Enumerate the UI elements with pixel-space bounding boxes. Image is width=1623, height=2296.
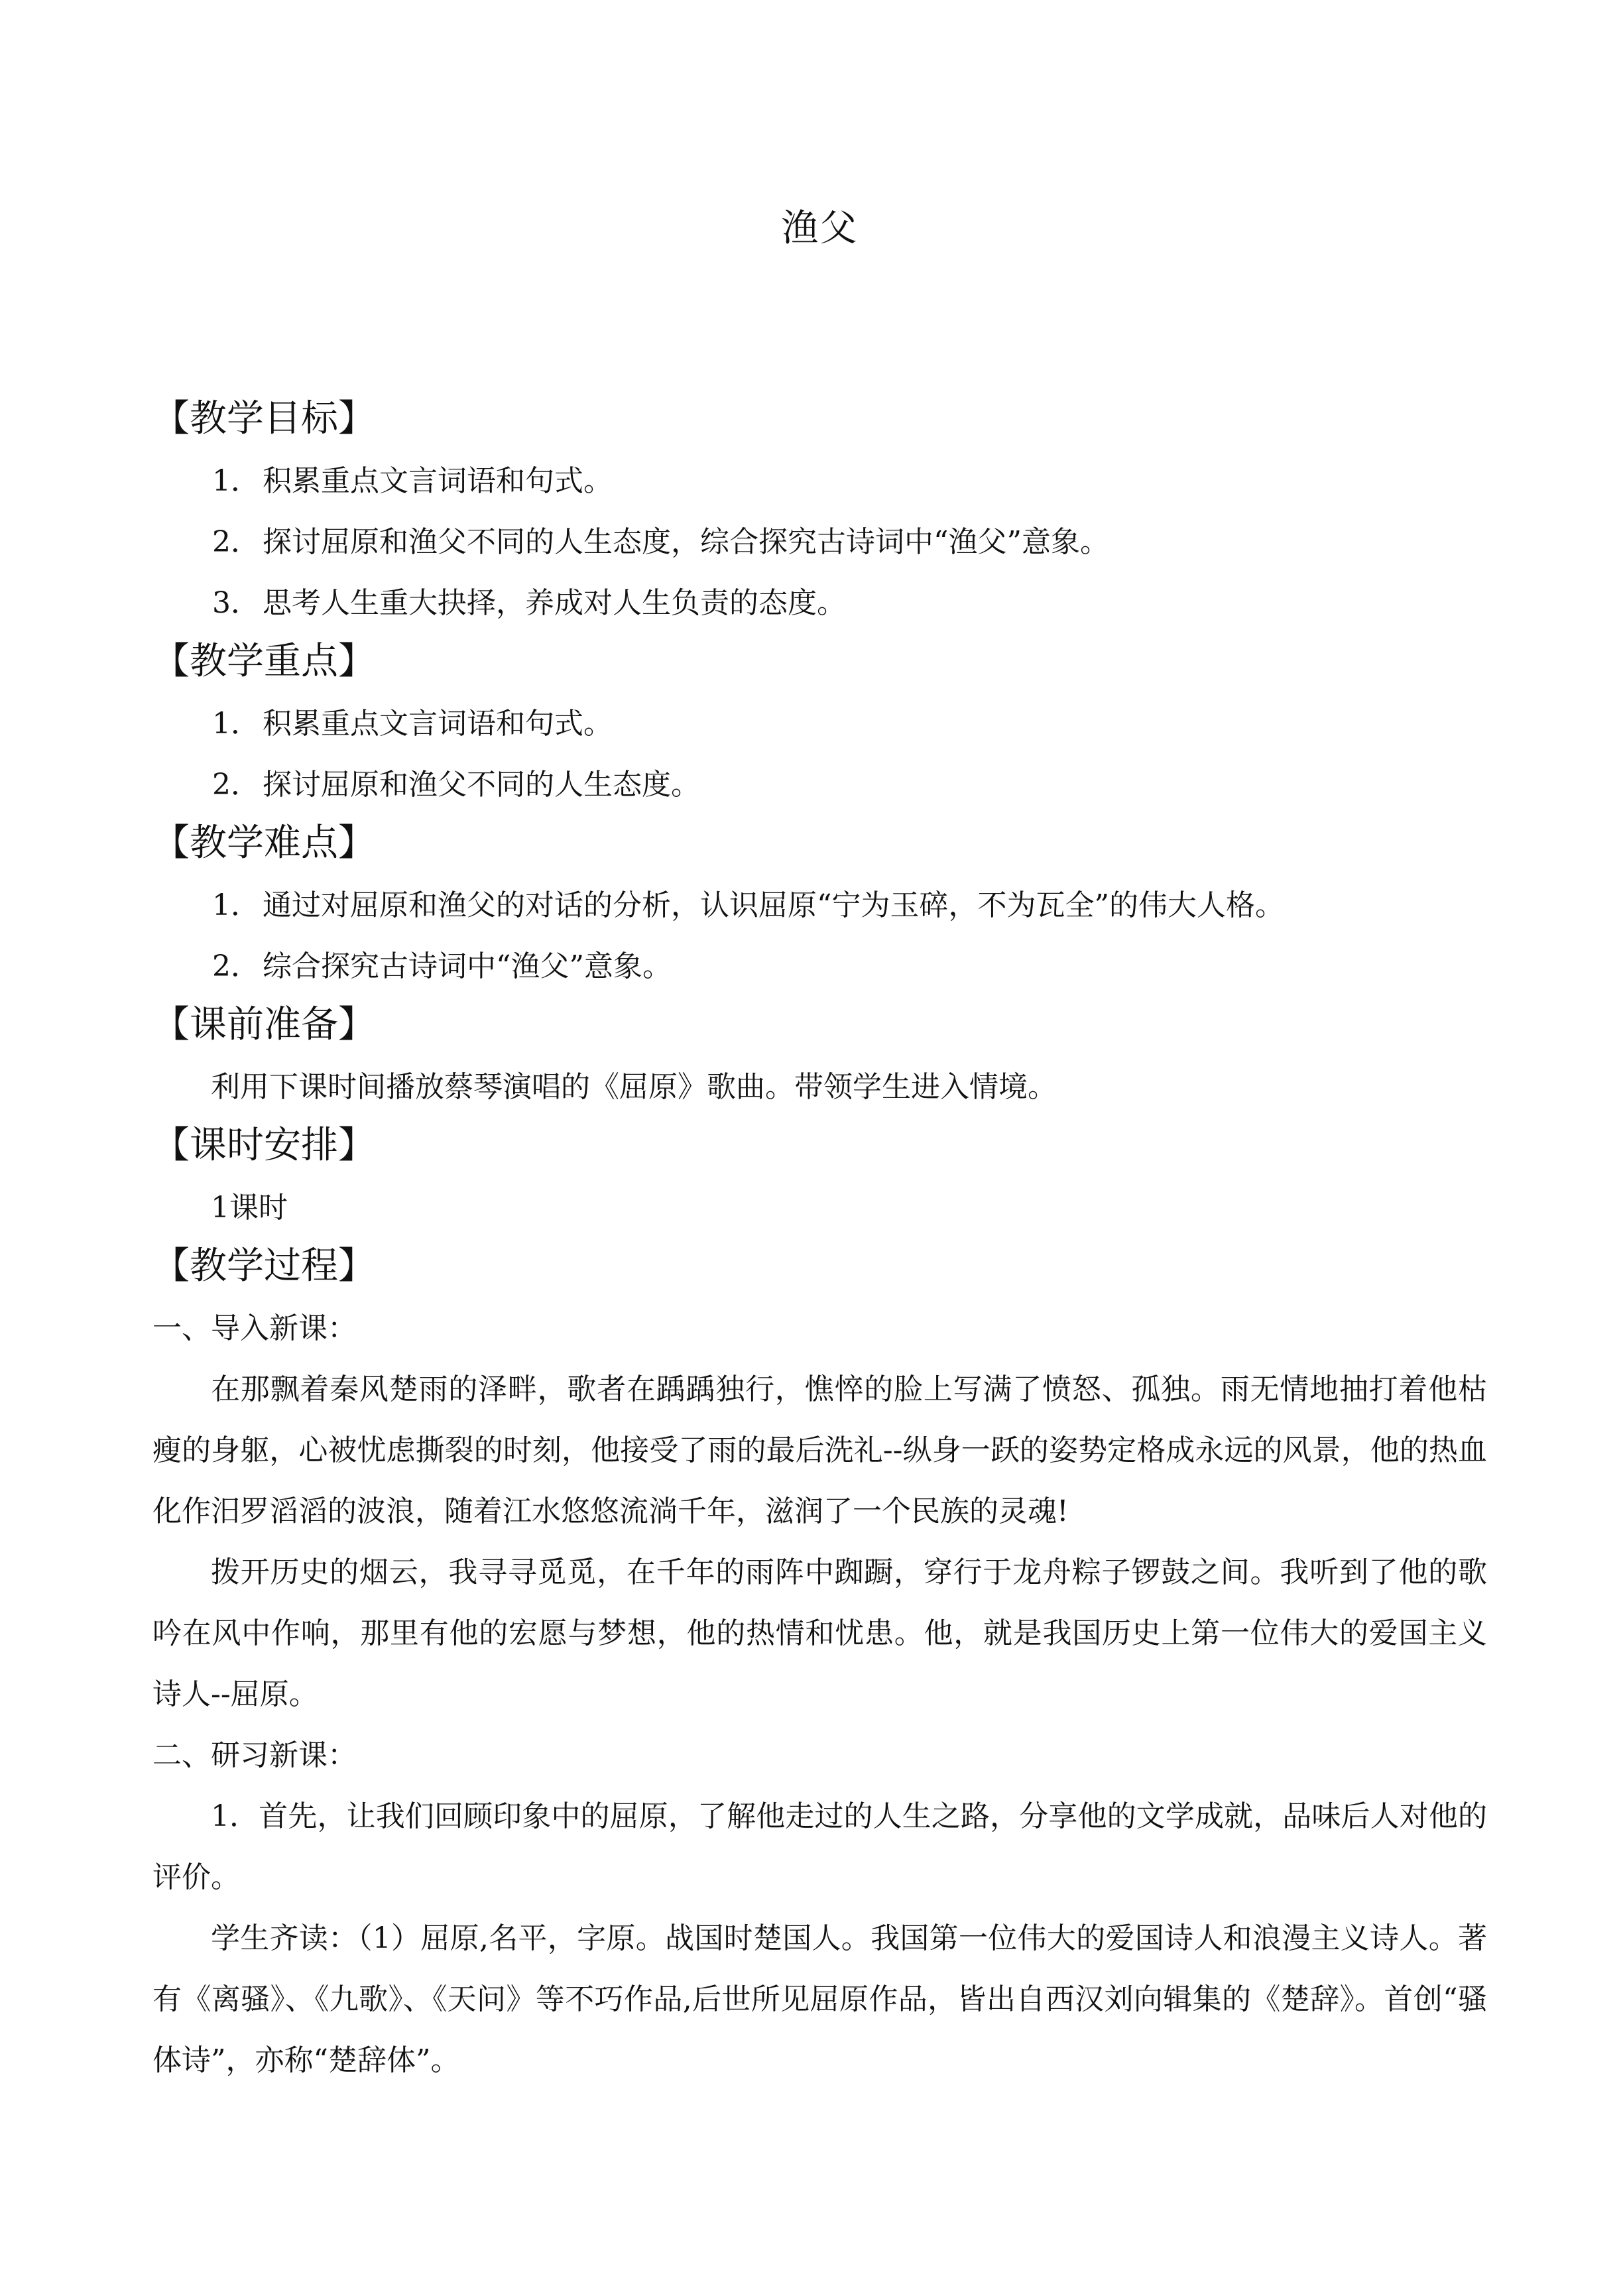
item-text: 通过对屈原和渔父的对话的分析，认识屈原“宁为玉碎，不为瓦全”的伟大人格。 — [263, 888, 1284, 922]
heading-preparation: 【课前准备】 — [152, 1003, 375, 1046]
schedule-text: 1课时 — [211, 1191, 288, 1225]
item-number: 1． — [212, 707, 260, 741]
item-number: 2． — [212, 949, 260, 983]
item-number: 2． — [212, 525, 260, 559]
item-text: 综合探究古诗词中“渔父”意象。 — [263, 949, 672, 983]
part2-label: 二、研习新课： — [152, 1738, 357, 1772]
intro-paragraph: 在那飘着秦风楚雨的泽畔，歌者在踽踽独行，憔悴的脸上写满了愤怒、孤独。雨无情地抽打着他枯瘦的身躯，心被忧虑撕裂的时刻，他接受了雨的最后洗礼--纵身一跃的姿势定格成永远的风景，他的热血化作汨罗滔滔的波浪，随着江水悠悠流淌千年，滋润了一个民族的灵魂! — [152, 1372, 1487, 1528]
heading-teaching-goals: 【教学目标】 — [152, 397, 375, 440]
difficulty-item — [152, 875, 1487, 936]
item-text: 探讨屈原和渔父不同的人生态度。 — [263, 768, 700, 802]
item-text: 探讨屈原和渔父不同的人生态度，综合探究古诗词中“渔父”意象。 — [263, 525, 1109, 559]
goal-item — [152, 451, 1487, 512]
item-text: 积累重点文言词语和句式。 — [263, 464, 613, 498]
heading-key-points: 【教学重点】 — [152, 640, 375, 683]
study-paragraph: 1．首先，让我们回顾印象中的屈原，了解他走过的人生之路，分享他的文学成就，品味后人对他的评价。 — [152, 1799, 1487, 1894]
part1-label: 一、导入新课： — [152, 1311, 357, 1345]
heading-difficulties: 【教学难点】 — [152, 821, 375, 865]
item-number: 2． — [212, 768, 260, 802]
goal-item — [152, 573, 1487, 634]
item-text: 积累重点文言词语和句式。 — [263, 707, 613, 741]
key-point-item — [152, 755, 1487, 816]
item-number: 1． — [212, 464, 260, 498]
item-number: 1． — [212, 888, 260, 922]
document-title: 渔父 — [781, 207, 859, 250]
study-paragraph: 学生齐读：（1）屈原,名平，字原。战国时楚国人。我国第一位伟大的爱国诗人和浪漫主义诗人。著有《离骚》、《九歌》、《天问》等不巧作品,后世所见屈原作品，皆出自西汉刘向辑集的《楚辞》。首创“骚体诗”，亦称“楚辞体”。 — [152, 1921, 1487, 2077]
goal-item — [152, 512, 1487, 573]
heading-process: 【教学过程】 — [152, 1244, 375, 1288]
item-number: 3． — [212, 586, 260, 620]
heading-schedule: 【课时安排】 — [152, 1124, 375, 1167]
item-text: 思考人生重大抉择，养成对人生负责的态度。 — [263, 586, 846, 620]
difficulty-item — [152, 936, 1487, 997]
key-point-item — [152, 694, 1487, 755]
preparation-text: 利用下课时间播放蔡琴演唱的《屈原》歌曲。带领学生进入情境。 — [211, 1070, 1057, 1104]
intro-paragraph: 拨开历史的烟云，我寻寻觅觅，在千年的雨阵中踟蹰，穿行于龙舟粽子锣鼓之间。我听到了他的歌吟在风中作响，那里有他的宏愿与梦想，他的热情和忧患。他，就是我国历史上第一位伟大的爱国主义诗人--屈原。 — [152, 1555, 1487, 1711]
